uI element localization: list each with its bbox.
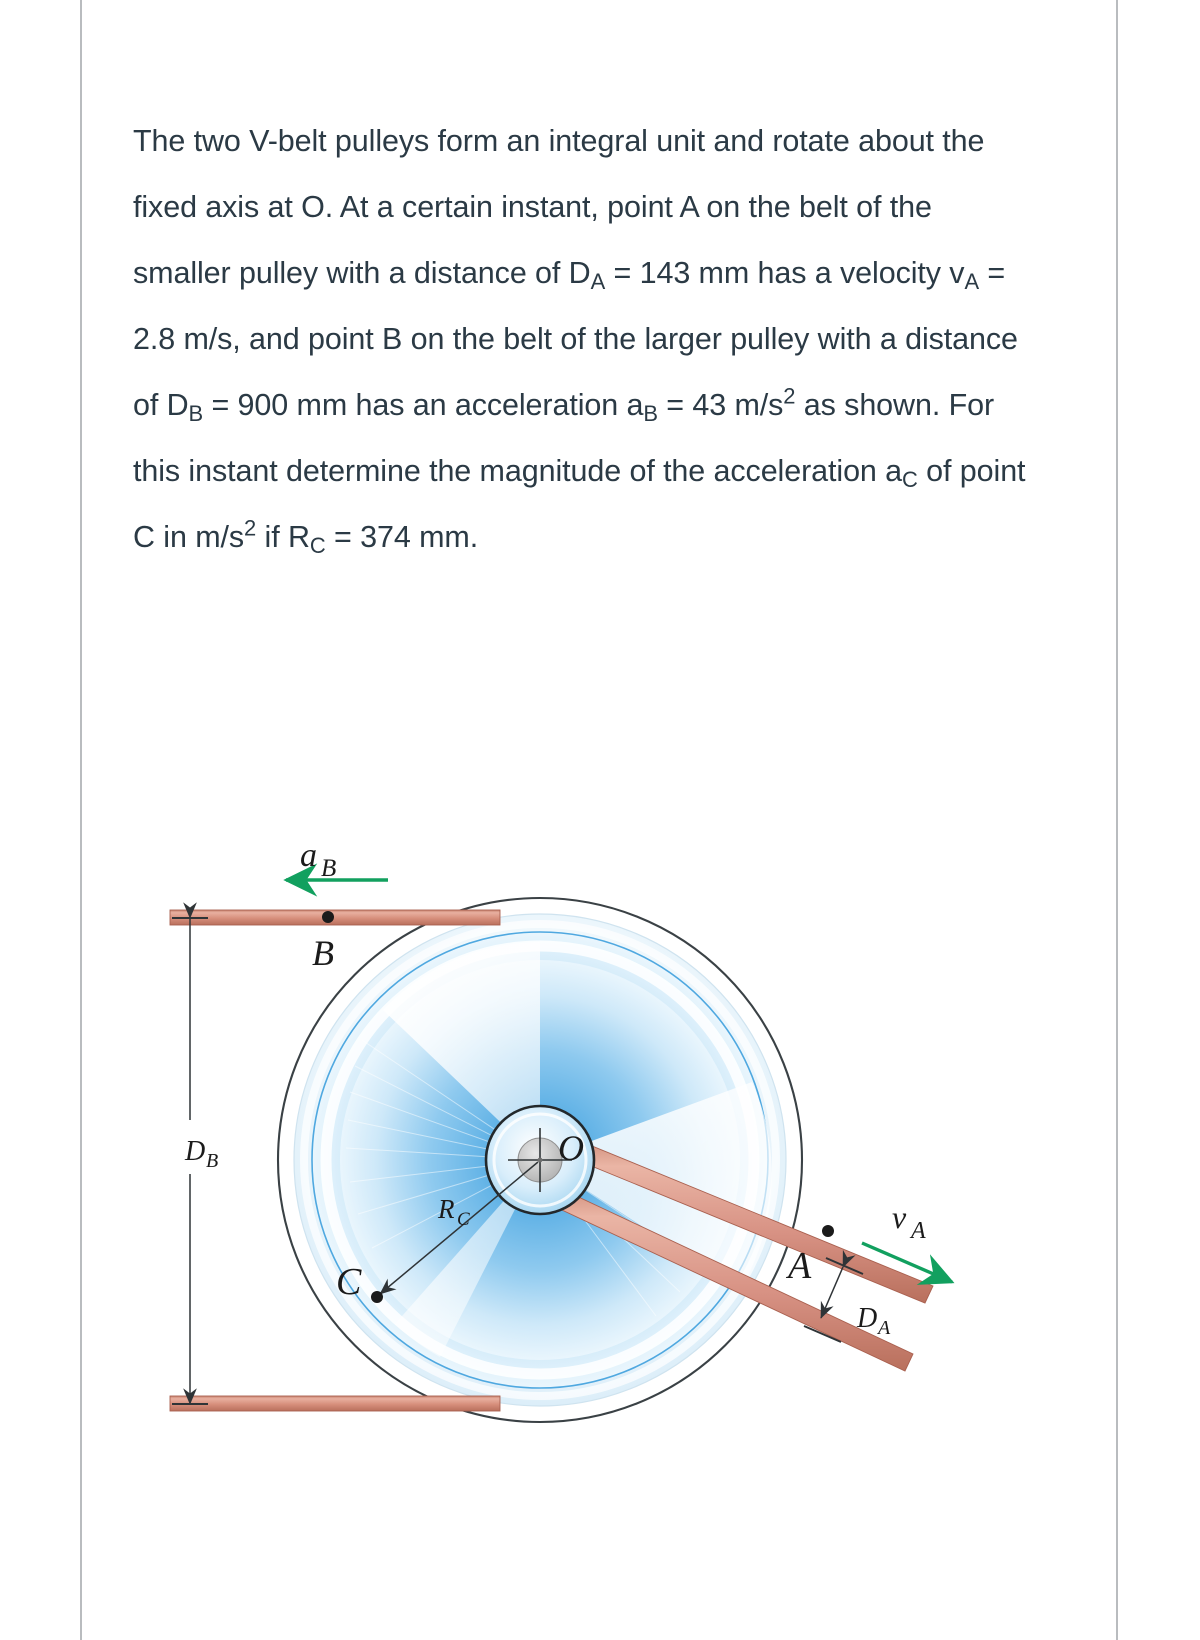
point-c-marker [371, 1291, 383, 1303]
label-point-c: C [336, 1261, 362, 1303]
text-segment-2: = 143 mm has a velocity v [605, 256, 965, 290]
subscript-c1: C [902, 467, 918, 493]
point-a-marker [822, 1225, 834, 1237]
text-segment-4: = 900 mm has an acceleration a [203, 388, 644, 422]
subscript-c2: C [309, 533, 326, 559]
subscript-b2: B [643, 401, 658, 427]
problem-statement [133, 108, 1033, 570]
text-segment-1: The two V-belt pulleys form an integral unit and rotate about the fixed axis at O. At a certain instant, point A on the belt of the smaller pulley with a distance of D [133, 124, 985, 290]
label-va: v [892, 1199, 907, 1235]
text-segment-8: if R [256, 520, 310, 554]
point-b-marker [322, 911, 334, 923]
text-segment-3: = 2.8 m/s, and point B on the belt of the larger pulley with a distance of D [133, 256, 1018, 422]
label-rc-sub: C [457, 1209, 470, 1230]
label-da: D [857, 1303, 878, 1334]
label-point-o: O [558, 1128, 584, 1168]
subscript-a2: A [964, 269, 980, 295]
label-rc: R [438, 1194, 455, 1224]
text-segment-9: = 374 mm. [325, 520, 479, 554]
label-db: D [185, 1136, 206, 1167]
superscript-2a: 2 [783, 383, 796, 409]
label-point-a: A [788, 1245, 812, 1287]
text-segment-7: of point C in m/s [133, 454, 1026, 554]
label-ab-sub: B [321, 855, 337, 882]
belt-top [170, 910, 500, 925]
label-point-b: B [312, 933, 334, 973]
label-va-sub: A [911, 1218, 926, 1244]
subscript-a1: A [590, 269, 606, 295]
left-margin-rule [80, 0, 82, 1640]
label-da-sub: A [878, 1317, 891, 1339]
superscript-2b: 2 [244, 515, 257, 541]
text-segment-6: as shown. For this instant determine the magnitude of the acceleration a [133, 388, 995, 488]
label-ab: a [300, 837, 317, 874]
subscript-b1: B [188, 401, 204, 427]
pulley-diagram [140, 830, 1070, 1470]
text-segment-5: = 43 m/s [657, 388, 784, 422]
label-db-sub: B [206, 1150, 219, 1172]
right-margin-rule [1116, 0, 1118, 1640]
belt-bottom [170, 1396, 500, 1411]
